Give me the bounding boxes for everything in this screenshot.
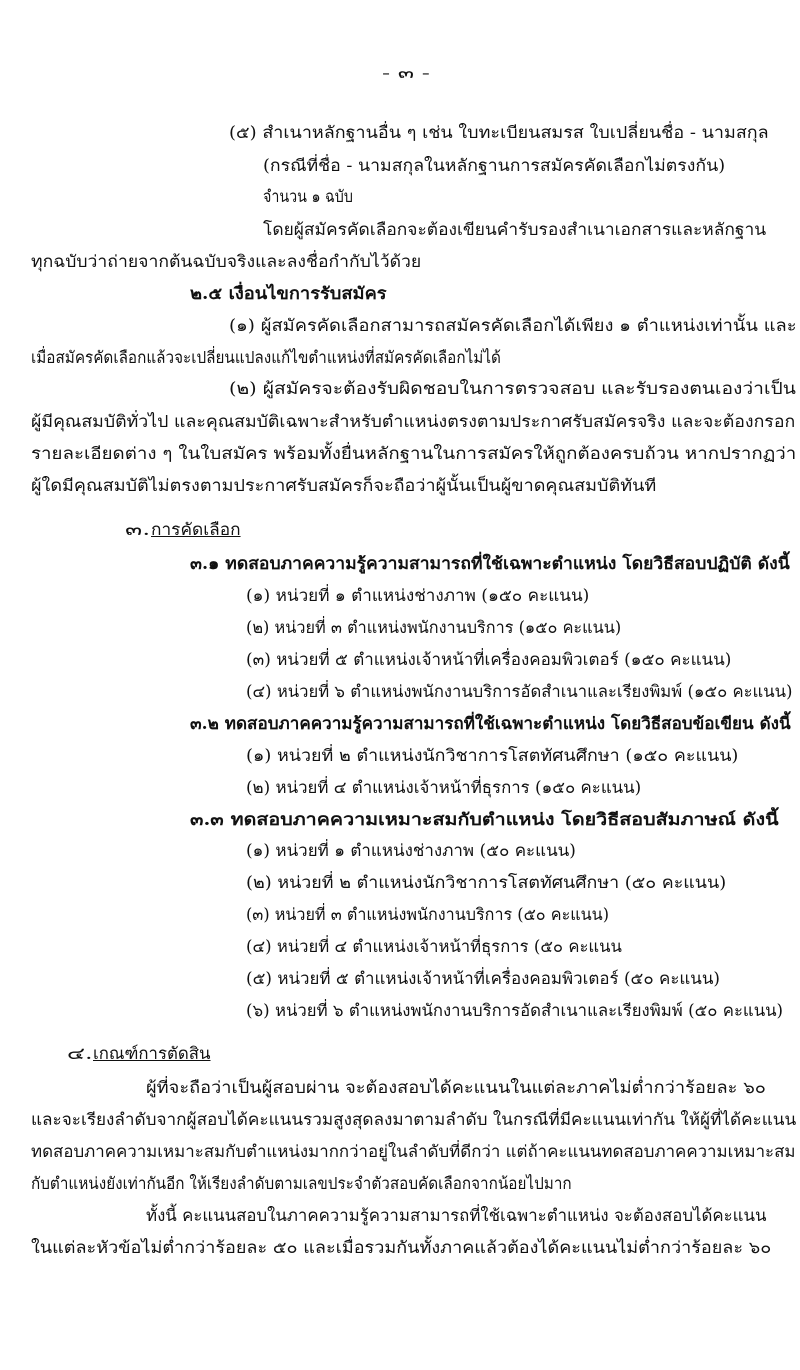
doc-line: ผู้ใดมีคุณสมบัติไม่ตรงตามประกาศรับสมัครก็จะถือว่าผู้นั้นเป็นผู้ขาดคุณสมบัติทันที bbox=[31, 476, 657, 495]
subsection-heading: ๓.๓ ทดสอบภาคความเหมาะสมกับตำแหน่ง โดยวิธีสอบสัมภาษณ์ ดังนี้ bbox=[190, 810, 779, 829]
list-item: (๒) หน่วยที่ ๔ ตำแหน่งเจ้าหน้าที่ธุรการ (๑๕๐ คะแนน) bbox=[246, 778, 642, 797]
list-item: (๒) หน่วยที่ ๓ ตำแหน่งพนักงานบริการ (๑๕๐ คะแนน) bbox=[246, 618, 622, 637]
doc-line: และจะเรียงลำดับจากผู้สอบได้คะแนนรวมสูงสุดลงมาตามลำดับ ในกรณีที่มีคะแนนเท่ากัน ให้ผู้ที่ได้คะแนน bbox=[31, 1110, 797, 1129]
list-item: (๓) หน่วยที่ ๕ ตำแหน่งเจ้าหน้าที่เครื่องคอมพิวเตอร์ (๑๕๐ คะแนน) bbox=[246, 650, 732, 669]
doc-line: ในแต่ละหัวข้อไม่ต่ำกว่าร้อยละ ๕๐ และเมื่อรวมกันทั้งภาคแล้วต้องได้คะแนนไม่ต่ำกว่าร้อยละ ๖๐ bbox=[31, 1238, 772, 1257]
doc-line: ผู้ที่จะถือว่าเป็นผู้สอบผ่าน จะต้องสอบได้คะแนนในแต่ละภาคไม่ต่ำกว่าร้อยละ ๖๐ bbox=[146, 1078, 766, 1097]
doc-line: ทดสอบภาคความเหมาะสมกับตำแหน่งมากกว่าอยู่ในลำดับที่ดีกว่า แต่ถ้าคะแนนทดสอบภาคความเหมาะสม bbox=[31, 1142, 796, 1161]
page-number: - ๓ - bbox=[382, 64, 430, 82]
list-item: (๔) หน่วยที่ ๖ ตำแหน่งพนักงานบริการอัดสำเนาและเรียงพิมพ์ (๑๕๐ คะแนน) bbox=[246, 682, 793, 701]
doc-line: กับตำแหน่งยังเท่ากันอีก ให้เรียงลำดับตามเลขประจำตัวสอบคัดเลือกจากน้อยไปมาก bbox=[31, 1174, 572, 1193]
section-number: ๓. bbox=[125, 520, 151, 539]
section-number: ๔. bbox=[67, 1044, 93, 1063]
section-title: การคัดเลือก bbox=[151, 520, 241, 539]
subsection-heading: ๓.๑ ทดสอบภาคความรู้ความสามารถที่ใช้เฉพาะตำแหน่ง โดยวิธีสอบปฏิบัติ ดังนี้ bbox=[190, 554, 790, 573]
doc-line: ทั้งนี้ คะแนนสอบในภาคความรู้ความสามารถที่ใช้เฉพาะตำแหน่ง จะต้องสอบได้คะแนน bbox=[146, 1206, 767, 1225]
doc-line: เมื่อสมัครคัดเลือกแล้วจะเปลี่ยนแปลงแก้ไขตำแหน่งที่สมัครคัดเลือกไม่ได้ bbox=[31, 348, 501, 367]
doc-line: รายละเอียดต่าง ๆ ในใบสมัคร พร้อมทั้งยื่นหลักฐานในการสมัครให้ถูกต้องครบถ้วน หากปรากฏว่า bbox=[31, 444, 797, 463]
section-title: เกณฑ์การตัดสิน bbox=[93, 1044, 211, 1063]
doc-line: จำนวน ๑ ฉบับ bbox=[263, 187, 353, 206]
doc-line: โดยผู้สมัครคัดเลือกจะต้องเขียนคำรับรองสำเนาเอกสารและหลักฐาน bbox=[263, 220, 767, 239]
doc-line: ผู้มีคุณสมบัติทั่วไป และคุณสมบัติเฉพาะสำหรับตำแหน่งตรงตามประกาศรับสมัครจริง และจะต้องกรอก bbox=[31, 412, 796, 431]
doc-line: (๕) สำเนาหลักฐานอื่น ๆ เช่น ใบทะเบียนสมรส ใบเปลี่ยนชื่อ - นามสกุล bbox=[229, 123, 769, 142]
subsection-heading: ๓.๒ ทดสอบภาคความรู้ความสามารถที่ใช้เฉพาะตำแหน่ง โดยวิธีสอบข้อเขียน ดังนี้ bbox=[190, 714, 791, 733]
list-item: (๒) หน่วยที่ ๒ ตำแหน่งนักวิชาการโสตทัศนศึกษา (๕๐ คะแนน) bbox=[246, 873, 727, 892]
list-item: (๕) หน่วยที่ ๕ ตำแหน่งเจ้าหน้าที่เครื่องคอมพิวเตอร์ (๕๐ คะแนน) bbox=[246, 969, 720, 988]
list-item: (๓) หน่วยที่ ๓ ตำแหน่งพนักงานบริการ (๕๐ คะแนน) bbox=[246, 905, 610, 924]
doc-line: ทุกฉบับว่าถ่ายจากต้นฉบับจริงและลงชื่อกำกับไว้ด้วย bbox=[31, 252, 422, 271]
list-item: (๑) หน่วยที่ ๑ ตำแหน่งช่างภาพ (๑๕๐ คะแนน) bbox=[246, 586, 590, 605]
list-item: (๑) หน่วยที่ ๑ ตำแหน่งช่างภาพ (๕๐ คะแนน) bbox=[246, 841, 576, 860]
list-item: (๔) หน่วยที่ ๔ ตำแหน่งเจ้าหน้าที่ธุรการ (๕๐ คะแนน bbox=[246, 937, 622, 956]
section-heading: ๒.๕ เงื่อนไขการรับสมัคร bbox=[190, 284, 387, 303]
doc-line: (กรณีที่ชื่อ - นามสกุลในหลักฐานการสมัครคัดเลือกไม่ตรงกัน) bbox=[263, 156, 726, 175]
list-item: (๖) หน่วยที่ ๖ ตำแหน่งพนักงานบริการอัดสำเนาและเรียงพิมพ์ (๕๐ คะแนน) bbox=[246, 1001, 784, 1020]
doc-line: (๑) ผู้สมัครคัดเลือกสามารถสมัครคัดเลือกได้เพียง ๑ ตำแหน่งเท่านั้น และ bbox=[229, 316, 797, 335]
list-item: (๑) หน่วยที่ ๒ ตำแหน่งนักวิชาการโสตทัศนศึกษา (๑๕๐ คะแนน) bbox=[246, 746, 739, 765]
doc-line: (๒) ผู้สมัครจะต้องรับผิดชอบในการตรวจสอบ และรับรองตนเองว่าเป็น bbox=[229, 379, 796, 398]
